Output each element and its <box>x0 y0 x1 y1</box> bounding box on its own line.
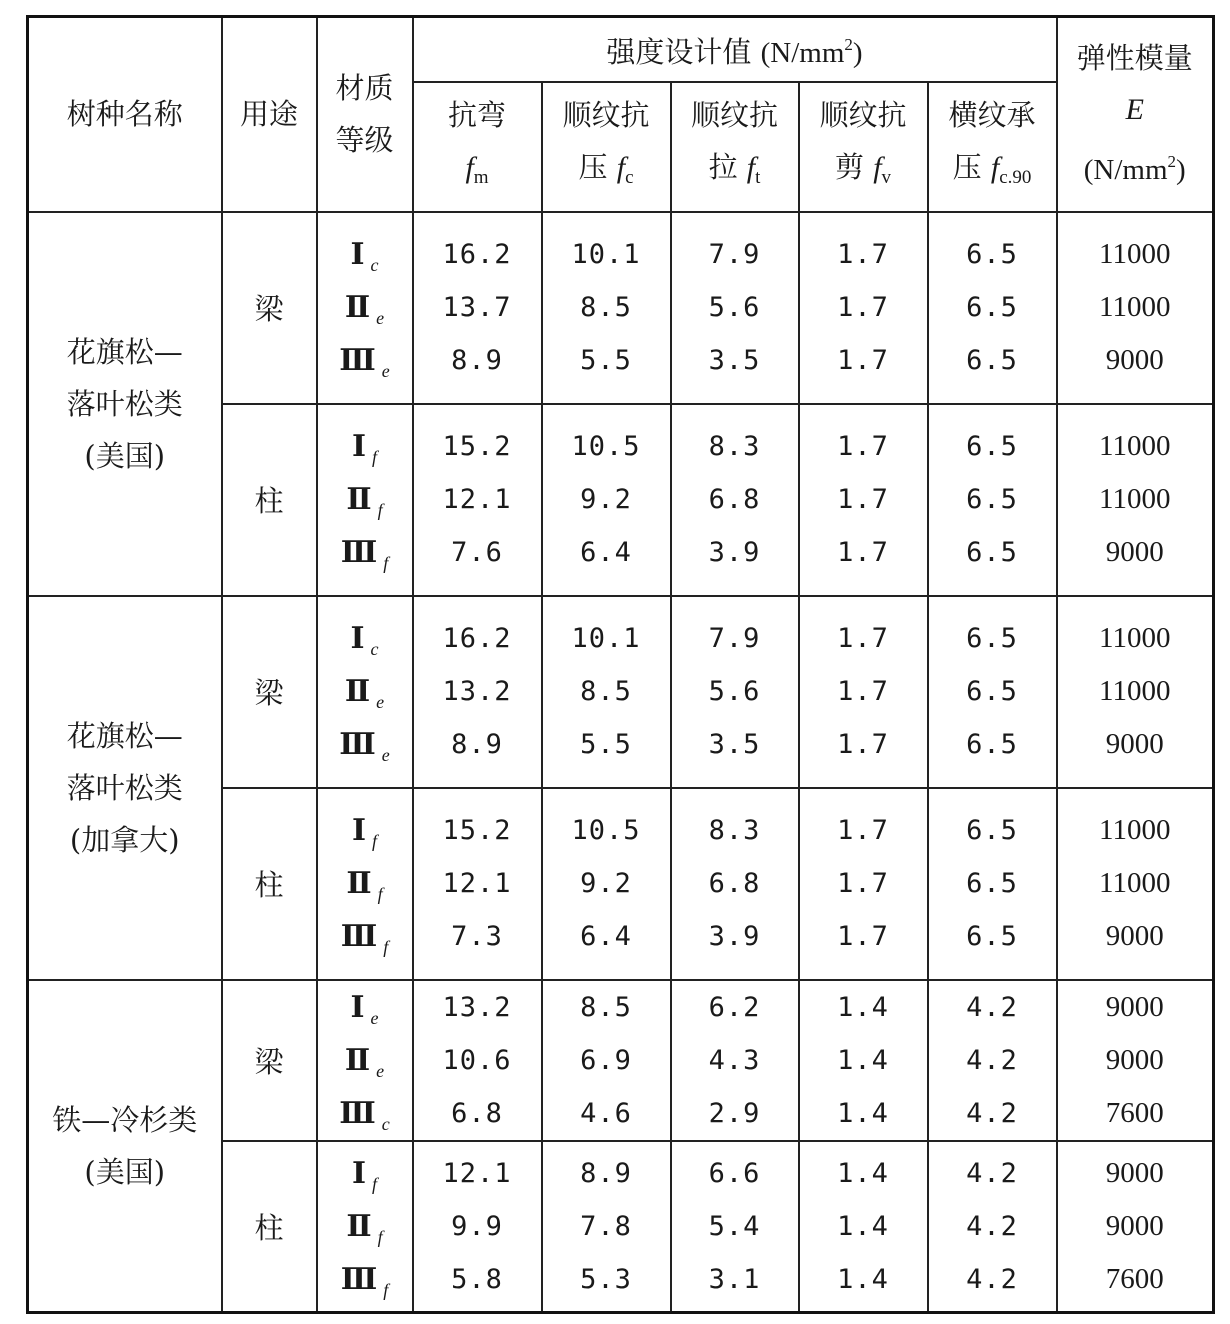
value: 6.9 <box>580 1044 632 1076</box>
value-cell-fm <box>413 1141 542 1313</box>
table-row-group <box>28 596 1214 788</box>
col-header-text: 抗弯 <box>447 98 506 132</box>
value-cell-fm <box>413 212 542 404</box>
value-cell-ft <box>671 212 799 404</box>
use-cell <box>222 596 317 788</box>
col-header-symbol: 剪 $f_v$ <box>834 150 892 188</box>
value: 4.2 <box>966 1044 1018 1076</box>
modulus-value: 11000 <box>1099 291 1171 323</box>
grade-cell <box>317 788 413 980</box>
species-name-line: (美国) <box>84 1154 166 1189</box>
value: 13.7 <box>442 292 512 323</box>
value: 1.4 <box>837 1044 889 1076</box>
value: 5.6 <box>708 676 761 707</box>
species-name-line: 落叶松类 <box>66 770 183 805</box>
value: 3.5 <box>708 345 761 376</box>
value-cell-fc <box>542 980 671 1141</box>
value: 7.9 <box>708 239 761 270</box>
value: 1.4 <box>837 1210 889 1242</box>
col-header-symbol: 压 $f_{c.90}$ <box>952 150 1032 188</box>
species-name-cell <box>28 596 222 980</box>
use-cell <box>222 788 317 980</box>
grade-cell <box>317 404 413 596</box>
value: 4.2 <box>966 1097 1018 1129</box>
use-label: 柱 <box>254 1210 284 1245</box>
value: 6.8 <box>708 868 761 899</box>
col-header-compression-perpendicular <box>928 82 1057 212</box>
value: 4.2 <box>966 1210 1018 1242</box>
value-cell-fv <box>799 596 928 788</box>
col-header-symbol: $f_m$ <box>465 151 489 188</box>
value: 5.6 <box>708 292 761 323</box>
col-header-text: 顺纹抗 <box>819 98 907 132</box>
modulus-value: 11000 <box>1099 238 1171 270</box>
value: 4.2 <box>966 991 1018 1023</box>
value: 15.2 <box>442 815 512 846</box>
value-cell-fc <box>542 596 671 788</box>
species-name-line: (美国) <box>84 438 166 473</box>
value: 5.5 <box>580 729 632 760</box>
value: 6.5 <box>966 484 1018 515</box>
value: 6.8 <box>451 1097 503 1129</box>
grade-label: Ⅰ $_f$ <box>351 430 378 467</box>
value: 6.5 <box>966 815 1018 846</box>
modulus-value: 7600 <box>1105 1262 1164 1295</box>
use-label: 梁 <box>254 1044 284 1079</box>
modulus-value: 9000 <box>1105 1209 1164 1242</box>
use-header-label: 用途 <box>239 97 298 132</box>
species-name-cell <box>28 980 222 1313</box>
value: 5.4 <box>708 1210 761 1242</box>
modulus-label: 弹性模量 <box>1076 41 1193 76</box>
grade-label: Ⅲ $_c$ <box>339 1096 390 1134</box>
value: 6.5 <box>966 868 1018 899</box>
modulus-value: 11000 <box>1099 483 1171 515</box>
modulus-unit: $(N/mm^2)$ <box>1083 152 1186 187</box>
value-cell-fv <box>799 788 928 980</box>
modulus-symbol: E <box>1125 93 1144 127</box>
col-header-grade <box>317 17 413 212</box>
value: 1.7 <box>837 623 889 654</box>
value-cell-fm <box>413 596 542 788</box>
modulus-value: 7600 <box>1105 1096 1164 1129</box>
grade-label: Ⅲ $_f$ <box>340 536 389 573</box>
value: 3.5 <box>708 729 761 760</box>
value: 9.2 <box>580 484 632 515</box>
value-cell-fc90 <box>928 596 1057 788</box>
value-cell-fm <box>413 788 542 980</box>
use-label: 梁 <box>254 292 284 326</box>
grade-label: Ⅲ $_f$ <box>340 1262 389 1300</box>
modulus-value: 11000 <box>1099 675 1171 707</box>
value: 1.7 <box>837 729 889 760</box>
grade-label: Ⅰ $_e$ <box>350 990 379 1028</box>
grade-label: Ⅱ $_f$ <box>346 1209 383 1247</box>
value: 8.5 <box>580 991 632 1023</box>
value: 10.5 <box>571 815 641 846</box>
value-cell-E <box>1057 212 1214 404</box>
value: 8.9 <box>580 1157 632 1189</box>
value: 12.1 <box>442 1157 512 1189</box>
value: 8.9 <box>451 345 503 376</box>
use-label: 柱 <box>254 868 284 902</box>
value-cell-ft <box>671 596 799 788</box>
value: 6.5 <box>966 623 1018 654</box>
use-cell <box>222 980 317 1141</box>
modulus-value: 11000 <box>1099 814 1171 846</box>
grade-label: Ⅰ $_c$ <box>350 238 379 275</box>
value: 1.7 <box>837 868 889 899</box>
grade-label: Ⅲ $_e$ <box>339 728 390 765</box>
modulus-value: 9000 <box>1105 1156 1164 1189</box>
grade-header-line2: 等级 <box>335 123 394 158</box>
value: 6.4 <box>580 537 632 568</box>
col-header-text: 顺纹抗 <box>562 98 650 132</box>
table-row-group <box>28 980 1214 1141</box>
col-header-shear-parallel <box>799 82 928 212</box>
use-label: 柱 <box>254 484 284 518</box>
species-name-line: 铁—冷杉类 <box>52 1102 198 1137</box>
value-cell-E <box>1057 404 1214 596</box>
modulus-value: 11000 <box>1099 430 1171 462</box>
value-cell-E <box>1057 1141 1214 1313</box>
species-name-cell <box>28 212 222 596</box>
value: 6.5 <box>966 345 1018 376</box>
value: 8.5 <box>580 292 632 323</box>
value: 8.3 <box>708 815 761 846</box>
value: 6.5 <box>966 921 1018 952</box>
value: 6.2 <box>708 991 761 1023</box>
value: 1.4 <box>837 1263 889 1295</box>
grade-label: Ⅲ $_e$ <box>339 344 390 381</box>
species-name-line: (加拿大) <box>69 822 180 857</box>
value-cell-ft <box>671 980 799 1141</box>
grade-label: Ⅱ $_e$ <box>344 675 385 712</box>
value-cell-fc <box>542 788 671 980</box>
value: 6.5 <box>966 431 1018 462</box>
value: 1.7 <box>837 815 889 846</box>
value-cell-fc90 <box>928 1141 1057 1313</box>
col-header-symbol: 拉 $f_t$ <box>708 150 761 188</box>
value-cell-ft <box>671 1141 799 1313</box>
value: 7.6 <box>451 537 503 568</box>
value: 10.6 <box>442 1044 512 1076</box>
use-cell <box>222 404 317 596</box>
value: 6.8 <box>708 484 761 515</box>
value: 4.6 <box>580 1097 632 1129</box>
value: 6.4 <box>580 921 632 952</box>
col-header-compression-parallel <box>542 82 671 212</box>
value-cell-fv <box>799 980 928 1141</box>
col-header-strength-group <box>413 17 1057 82</box>
value: 1.7 <box>837 676 889 707</box>
value: 9.2 <box>580 868 632 899</box>
grade-header-line1: 材质 <box>335 71 394 106</box>
value: 12.1 <box>442 484 512 515</box>
grade-label: Ⅰ $_c$ <box>350 622 379 659</box>
value: 3.9 <box>708 537 761 568</box>
value: 4.2 <box>966 1263 1018 1295</box>
grade-label: Ⅱ $_e$ <box>344 1043 385 1081</box>
value: 1.4 <box>837 1097 889 1129</box>
value-cell-fc <box>542 1141 671 1313</box>
value: 15.2 <box>442 431 512 462</box>
value-cell-fm <box>413 980 542 1141</box>
value: 1.7 <box>837 431 889 462</box>
value-cell-E <box>1057 980 1214 1141</box>
value: 13.2 <box>442 991 512 1023</box>
value: 10.1 <box>571 239 641 270</box>
col-header-modulus <box>1057 17 1214 212</box>
strength-group-label: 强度设计值 <box>606 35 752 70</box>
species-name-line: 落叶松类 <box>66 386 183 421</box>
value: 1.7 <box>837 537 889 568</box>
value: 3.1 <box>708 1263 761 1295</box>
value: 6.5 <box>966 292 1018 323</box>
table-row-group <box>28 212 1214 404</box>
value: 8.3 <box>708 431 761 462</box>
col-header-text: 顺纹抗 <box>690 98 778 132</box>
value-cell-fc <box>542 404 671 596</box>
modulus-value: 9000 <box>1105 344 1164 376</box>
grade-cell <box>317 212 413 404</box>
col-header-use <box>222 17 317 212</box>
value: 16.2 <box>442 623 512 654</box>
value: 7.9 <box>708 623 761 654</box>
modulus-value: 9000 <box>1105 1043 1164 1076</box>
value: 5.5 <box>580 345 632 376</box>
value-cell-E <box>1057 788 1214 980</box>
species-name-line: 花旗松— <box>66 718 183 753</box>
grade-cell <box>317 596 413 788</box>
value: 10.1 <box>571 623 641 654</box>
value: 1.4 <box>837 1157 889 1189</box>
value: 5.8 <box>451 1263 503 1295</box>
value-cell-fv <box>799 212 928 404</box>
value: 3.9 <box>708 921 761 952</box>
value-cell-E <box>1057 596 1214 788</box>
modulus-value: 11000 <box>1099 622 1171 654</box>
value: 8.5 <box>580 676 632 707</box>
value: 4.3 <box>708 1044 761 1076</box>
timber-strength-table <box>26 15 1215 1314</box>
grade-cell <box>317 980 413 1141</box>
value: 1.7 <box>837 345 889 376</box>
strength-group-unit: $(N/mm^2)$ <box>760 35 863 70</box>
value: 2.9 <box>708 1097 761 1129</box>
value: 8.9 <box>451 729 503 760</box>
modulus-value: 9000 <box>1105 728 1164 760</box>
value: 10.5 <box>571 431 641 462</box>
value-cell-fm <box>413 404 542 596</box>
value: 6.5 <box>966 729 1018 760</box>
modulus-value: 9000 <box>1105 990 1164 1023</box>
col-header-species <box>28 17 222 212</box>
value: 6.6 <box>708 1157 761 1189</box>
value-cell-fc90 <box>928 404 1057 596</box>
use-label: 梁 <box>254 676 284 710</box>
col-header-text: 横纹承 <box>948 98 1036 132</box>
modulus-value: 9000 <box>1105 536 1164 568</box>
species-header-label: 树种名称 <box>66 97 183 132</box>
value-cell-fc90 <box>928 980 1057 1141</box>
grade-label: Ⅱ $_f$ <box>346 483 383 520</box>
value: 6.5 <box>966 676 1018 707</box>
modulus-value: 9000 <box>1105 920 1164 952</box>
value: 1.7 <box>837 921 889 952</box>
value: 12.1 <box>442 868 512 899</box>
value: 1.7 <box>837 484 889 515</box>
value: 6.5 <box>966 537 1018 568</box>
col-header-bending <box>413 82 542 212</box>
use-cell <box>222 212 317 404</box>
value-cell-fc90 <box>928 212 1057 404</box>
value: 16.2 <box>442 239 512 270</box>
grade-label: Ⅱ $_e$ <box>344 291 385 328</box>
value: 7.8 <box>580 1210 632 1242</box>
value-cell-fc90 <box>928 788 1057 980</box>
value-cell-ft <box>671 788 799 980</box>
value-cell-ft <box>671 404 799 596</box>
value: 5.3 <box>580 1263 632 1295</box>
col-header-symbol: 压 $f_c$ <box>578 150 634 188</box>
value: 1.7 <box>837 292 889 323</box>
value: 6.5 <box>966 239 1018 270</box>
species-name-line: 花旗松— <box>66 334 183 369</box>
grade-label: Ⅰ $_f$ <box>351 1156 378 1194</box>
value: 1.4 <box>837 991 889 1023</box>
value: 4.2 <box>966 1157 1018 1189</box>
grade-label: Ⅲ $_f$ <box>340 920 389 957</box>
value-cell-fv <box>799 1141 928 1313</box>
grade-label: Ⅱ $_f$ <box>346 867 383 904</box>
value: 1.7 <box>837 239 889 270</box>
grade-label: Ⅰ $_f$ <box>351 814 378 851</box>
modulus-value: 11000 <box>1099 867 1171 899</box>
grade-cell <box>317 1141 413 1313</box>
value-cell-fv <box>799 404 928 596</box>
value: 9.9 <box>451 1210 503 1242</box>
value: 7.3 <box>451 921 503 952</box>
value-cell-fc <box>542 212 671 404</box>
use-cell <box>222 1141 317 1313</box>
col-header-tension-parallel <box>671 82 799 212</box>
value: 13.2 <box>442 676 512 707</box>
